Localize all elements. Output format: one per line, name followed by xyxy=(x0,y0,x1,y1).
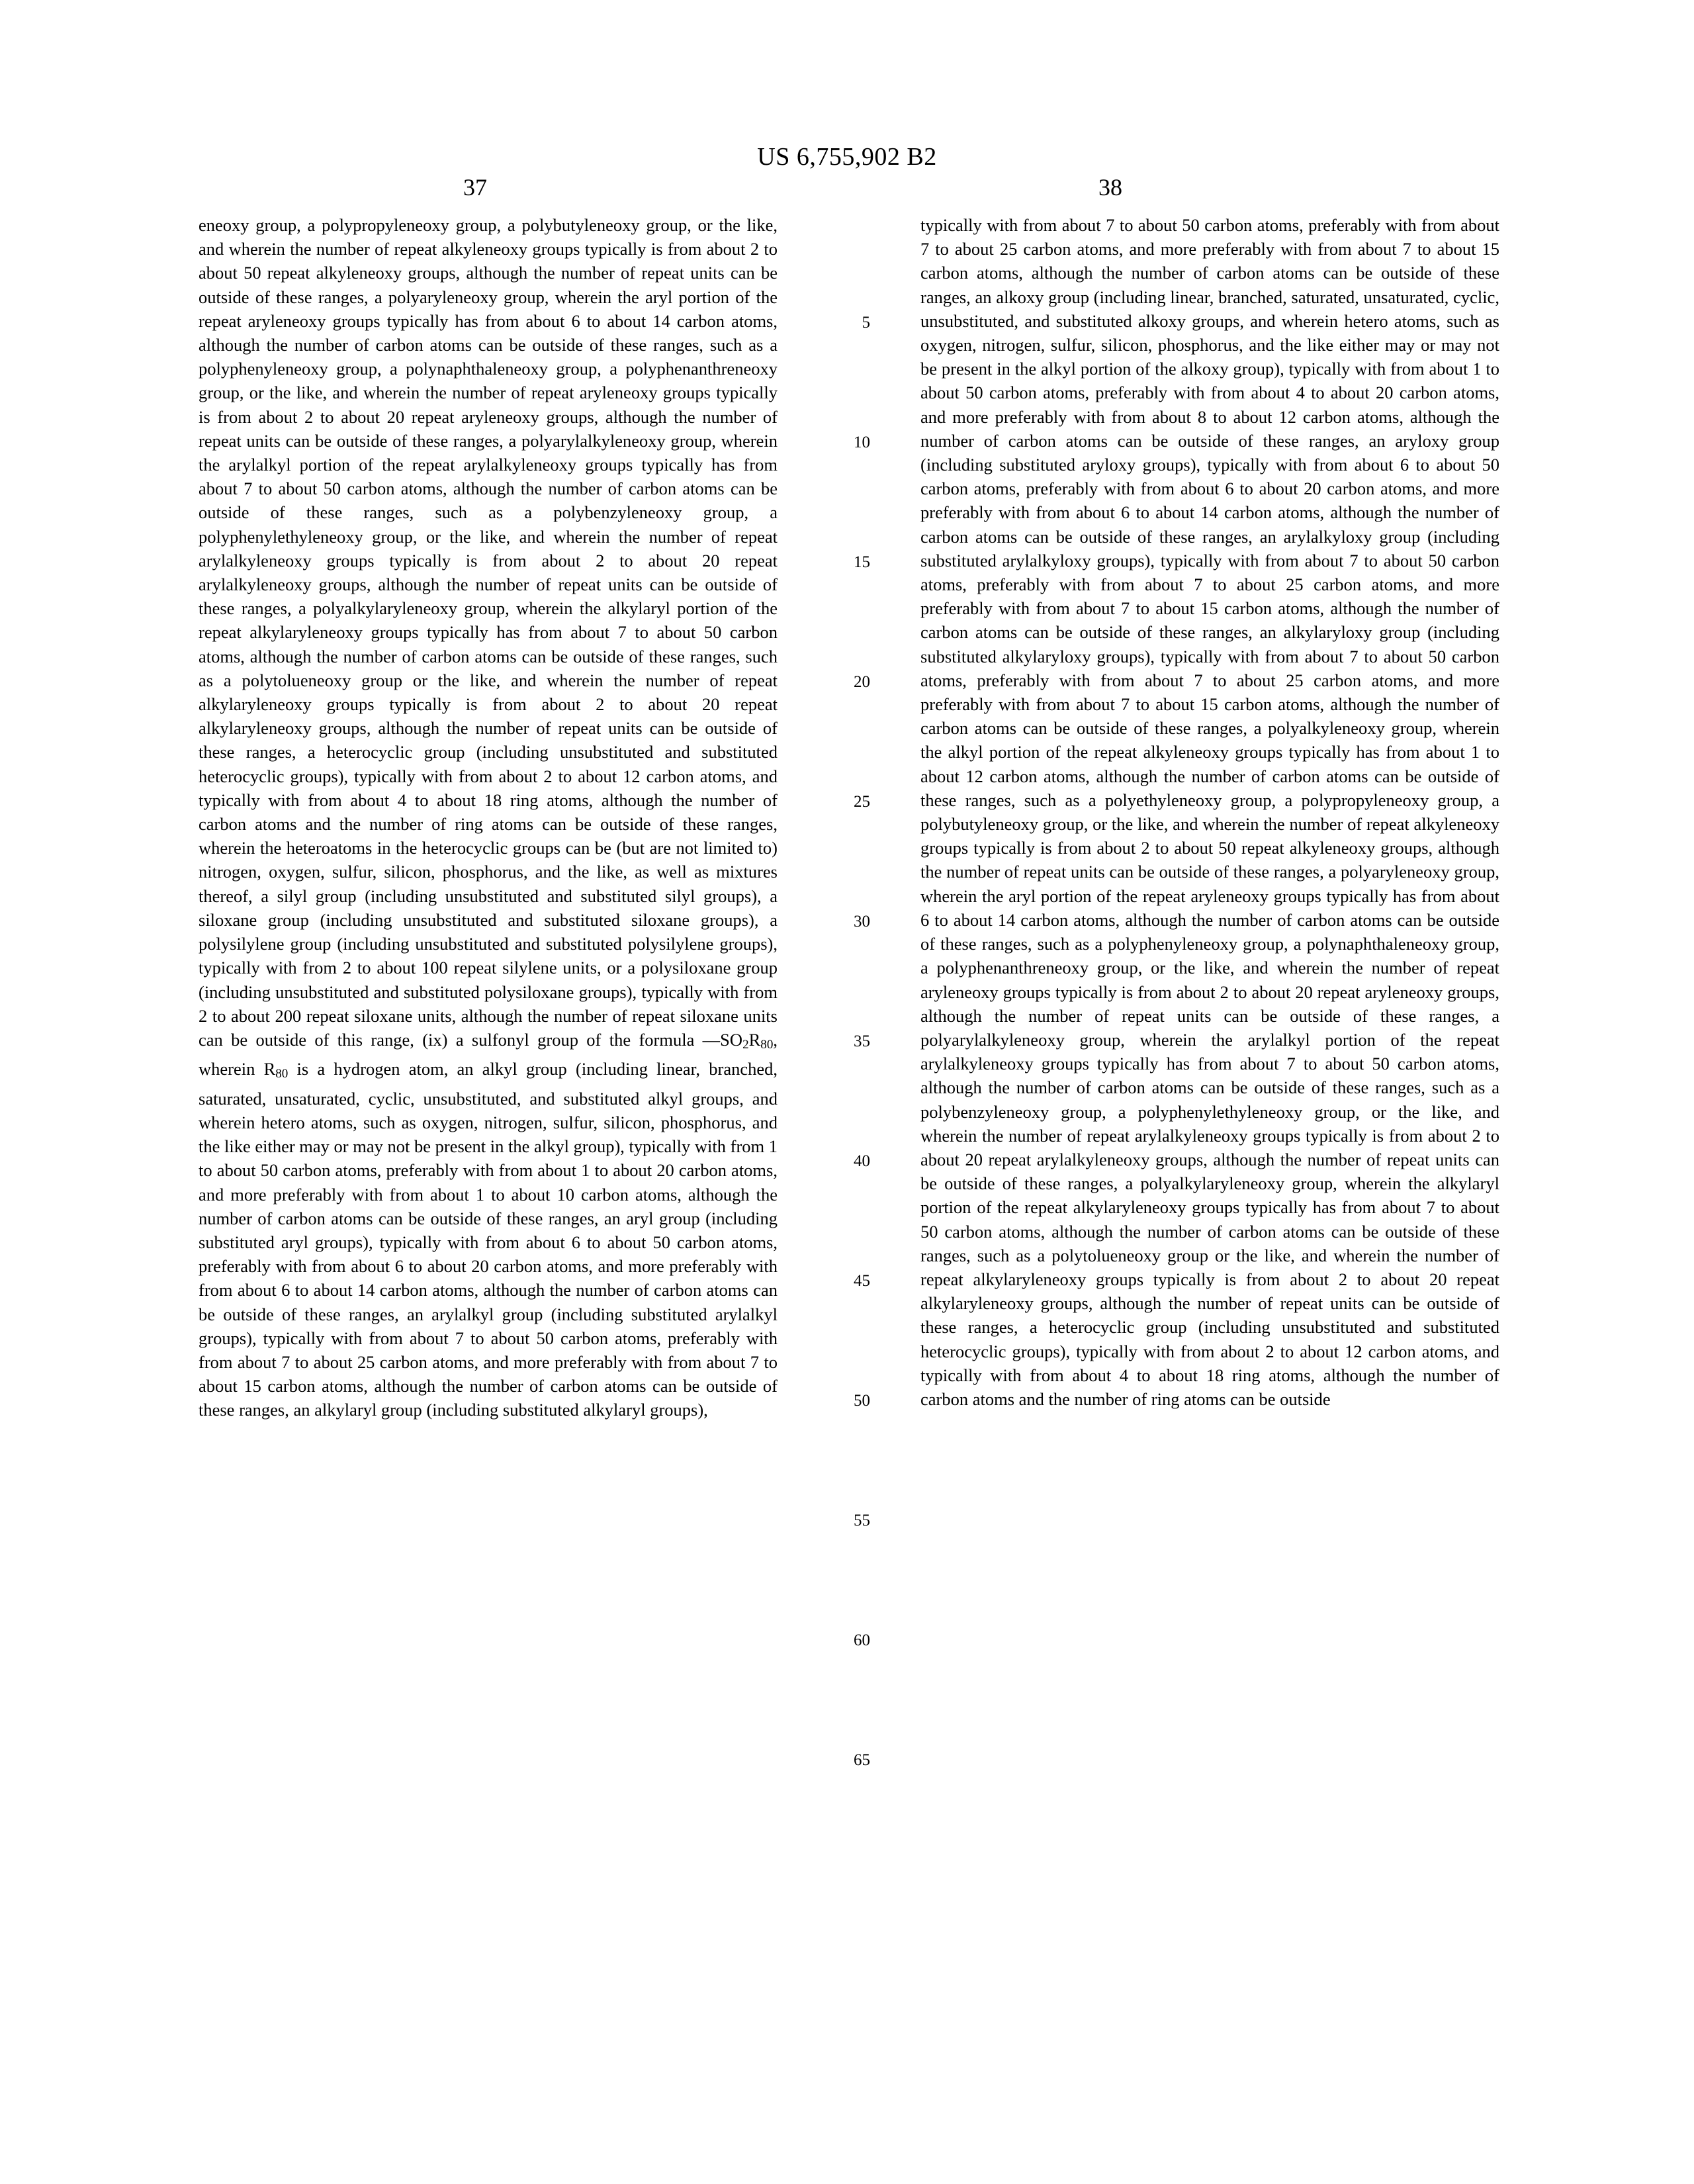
column-left-text-b: , wherein R xyxy=(199,1029,778,1079)
line-number: 5 xyxy=(862,313,870,332)
column-number-left: 37 xyxy=(463,174,487,201)
line-number: 50 xyxy=(854,1391,870,1410)
line-number: 20 xyxy=(854,672,870,691)
line-number: 45 xyxy=(854,1271,870,1290)
line-number: 10 xyxy=(854,433,870,451)
column-left-text-r80: R xyxy=(748,1029,761,1050)
line-number: 35 xyxy=(854,1032,870,1050)
column-number-row xyxy=(199,173,1495,204)
column-right-paragraph: typically with from about 7 to about 50 carbon atoms, preferably with from about 7 to about 25 carbon atoms, and more preferably with from about 7 to about 15 carbon atoms, although the number of carbon atoms can be outside of these ranges, an alkoxy group (including linear, branched, saturated, unsaturated, cyclic, unsubstituted, and substituted alkoxy groups, and wherein hetero atoms, such as oxygen, nitrogen, sulfur, silicon, phosphorus, and the like either may or may not be present in the alkyl portion of the alkoxy group), typically with from about 1 to about 50 carbon atoms, preferably with from about 4 to about 20 carbon atoms, and more preferably with from about 8 to about 12 carbon atoms, although the number of carbon atoms can be outside of these ranges, an aryloxy group (including substituted aryloxy groups), typically with from about 6 to about 50 carbon atoms, preferably with from about 6 to about 20 carbon atoms, and more preferably with from about 6 to about 14 carbon atoms, although the number of carbon atoms can be outside of these ranges, an arylalkyloxy group (including substituted arylalkyloxy groups), typically with from about 7 to about 50 carbon atoms, preferably with from about 7 to about 25 carbon atoms, and more preferably with from about 7 to about 15 carbon atoms, although the number of carbon atoms can be outside of these ranges, an alkylaryloxy group (including substituted alkylaryloxy groups), typically with from about 7 to about 50 carbon atoms, preferably with from about 7 to about 25 carbon atoms, and more preferably with from about 7 to about 15 carbon atoms, although the number of carbon atoms can be outside of these ranges, a polyalkyleneoxy group, wherein the alkyl portion of the repeat alkyleneoxy groups typically has from about 1 to about 12 carbon atoms, although the number of carbon atoms can be outside of these ranges, such as a polyethyleneoxy group, a polypropyleneoxy group, a polybutyleneoxy group, or the like, and wherein the number of repeat alkyleneoxy groups typically is from about 2 to about 50 repeat alkyleneoxy groups, although the number of repeat units can be outside of these ranges, a polyaryleneoxy group, wherein the aryl portion of the repeat aryleneoxy groups typically has from about 6 to about 14 carbon atoms, although the number of carbon atoms can be outside of these ranges, such as a polyphenyleneoxy group, a polynaphthaleneoxy group, a polyphenanthreneoxy group, or the like, and wherein the number of repeat aryleneoxy groups typically is from about 2 to about 20 repeat aryleneoxy groups, although the number of repeat units can be outside of these ranges, a polyarylalkyleneoxy group, wherein the arylalkyl portion of the repeat arylalkyleneoxy groups typically has from about 7 to about 50 carbon atoms, although the number of carbon atoms can be outside of these ranges, such as a polybenzyleneoxy group, a polyphenylethyleneoxy group, or the like, and wherein the number of repeat arylalkyleneoxy groups typically is from about 2 to about 20 repeat arylalkyleneoxy groups, although the number of repeat units can be outside of these ranges, a polyalkylaryleneoxy group, wherein the alkylaryl portion of the repeat alkylaryleneoxy groups typically has from about 7 to about 50 carbon atoms, although the number of carbon atoms can be outside of these ranges, such as a polytolueneoxy group or the like, and wherein the number of repeat alkylaryleneoxy groups typically is from about 2 to about 20 repeat alkylaryleneoxy groups, although the number of repeat units can be outside of these ranges, a heterocyclic group (including unsubstituted and substituted heterocyclic groups), typically with from about 2 to about 12 carbon atoms, and typically with from about 4 to about 18 ring atoms, although the number of carbon atoms and the number of ring atoms can be outside xyxy=(920,215,1499,1409)
line-number: 55 xyxy=(854,1511,870,1529)
line-number: 25 xyxy=(854,792,870,811)
column-number-right: 38 xyxy=(1098,174,1122,201)
formula-subscript-2: 2 xyxy=(742,1038,749,1052)
column-left-text-c: is a hydrogen atom, an alkyl group (including linear, branched, saturated, unsaturated, cyclic, unsubstituted, and substituted alkyl groups, and wherein hetero atoms, such as oxygen, nitrogen, sulfur, silicon, phosphorus, and the like either may or may not be present in the alkyl group), typically with from 1 to about 50 carbon atoms, preferably with from about 1 to about 20 carbon atoms, and more preferably with from about 1 to about 10 carbon atoms, although the number of carbon atoms can be outside of these ranges, an aryl group (including substituted aryl groups), typically with from about 6 to about 50 carbon atoms, preferably with from about 6 to about 20 carbon atoms, and more preferably with from about 6 to about 14 carbon atoms, although the number of carbon atoms can be outside of these ranges, an arylalkyl group (including substituted arylalkyl groups), typically with from about 7 to about 50 carbon atoms, preferably with from about 7 to about 25 carbon atoms, and more preferably with from about 7 to about 15 carbon atoms, although the number of carbon atoms can be outside of these ranges, an alkylaryl group (including substituted alkylaryl groups), xyxy=(199,1059,778,1420)
formula-subscript-80b: 80 xyxy=(275,1067,289,1081)
column-left-text-a: eneoxy group, a polypropyleneoxy group, a polybutyleneoxy group, or the like, and wherein the number of repeat alkyleneoxy groups typically is from about 2 to about 50 repeat alkyleneoxy groups, although the number of repeat units can be outside of these ranges, a polyaryleneoxy group, wherein the aryl portion of the repeat aryleneoxy groups typically has from about 6 to about 14 carbon atoms, although the number of carbon atoms can be outside of these ranges, such as a polyphenyleneoxy group, a polynaphthaleneoxy group, a polyphenanthreneoxy group, or the like, and wherein the number of repeat aryleneoxy groups typically is from about 2 to about 20 repeat aryleneoxy groups, although the number of repeat units can be outside of these ranges, a polyarylalkyleneoxy group, wherein the arylalkyl portion of the repeat arylalkyleneoxy groups typically has from about 7 to about 50 carbon atoms, although the number of carbon atoms can be outside of these ranges, such as a polybenzyleneoxy group, a polyphenylethyleneoxy group, or the like, and wherein the number of repeat arylalkyleneoxy groups typically is from about 2 to about 20 repeat arylalkyleneoxy groups, although the number of repeat units can be outside of these ranges, a polyalkylaryleneoxy group, wherein the alkylaryl portion of the repeat alkylaryleneoxy groups typically has from about 7 to about 50 carbon atoms, although the number of carbon atoms can be outside of these ranges, such as a polytolueneoxy group or the like, and wherein the number of repeat alkylaryleneoxy groups typically is from about 2 to about 20 repeat alkylaryleneoxy groups, although the number of repeat units can be outside of these ranges, a heterocyclic group (including unsubstituted and substituted heterocyclic groups), typically with from about 2 to about 12 carbon atoms, and typically with from about 4 to about 18 ring atoms, although the number of carbon atoms and the number of ring atoms can be outside of these ranges, wherein the heteroatoms in the heterocyclic groups can be (but are not limited to) nitrogen, oxygen, sulfur, silicon, phosphorus, and the like, as well as mixtures thereof, a silyl group (including unsubstituted and substituted silyl groups), a siloxane group (including unsubstituted and substituted siloxane groups), a polysilylene group (including unsubstituted and substituted polysilylene groups), typically with from 2 to about 100 repeat silylene units, or a polysiloxane group (including unsubstituted and substituted polysiloxane groups), typically with from 2 to about 200 repeat siloxane units, although the number of repeat siloxane units can be outside of this range, (ix) a sulfonyl group of the formula —SO xyxy=(199,215,778,1050)
patent-number-header: US 6,755,902 B2 xyxy=(757,143,937,171)
line-number: 40 xyxy=(854,1152,870,1170)
line-number: 30 xyxy=(854,912,870,931)
line-number: 15 xyxy=(854,553,870,571)
formula-subscript-80a: 80 xyxy=(760,1038,774,1052)
column-left-paragraph xyxy=(199,213,778,1422)
column-right xyxy=(920,213,1499,1411)
line-number: 60 xyxy=(854,1631,870,1649)
line-number: 65 xyxy=(854,1751,870,1769)
column-left xyxy=(199,213,778,1422)
